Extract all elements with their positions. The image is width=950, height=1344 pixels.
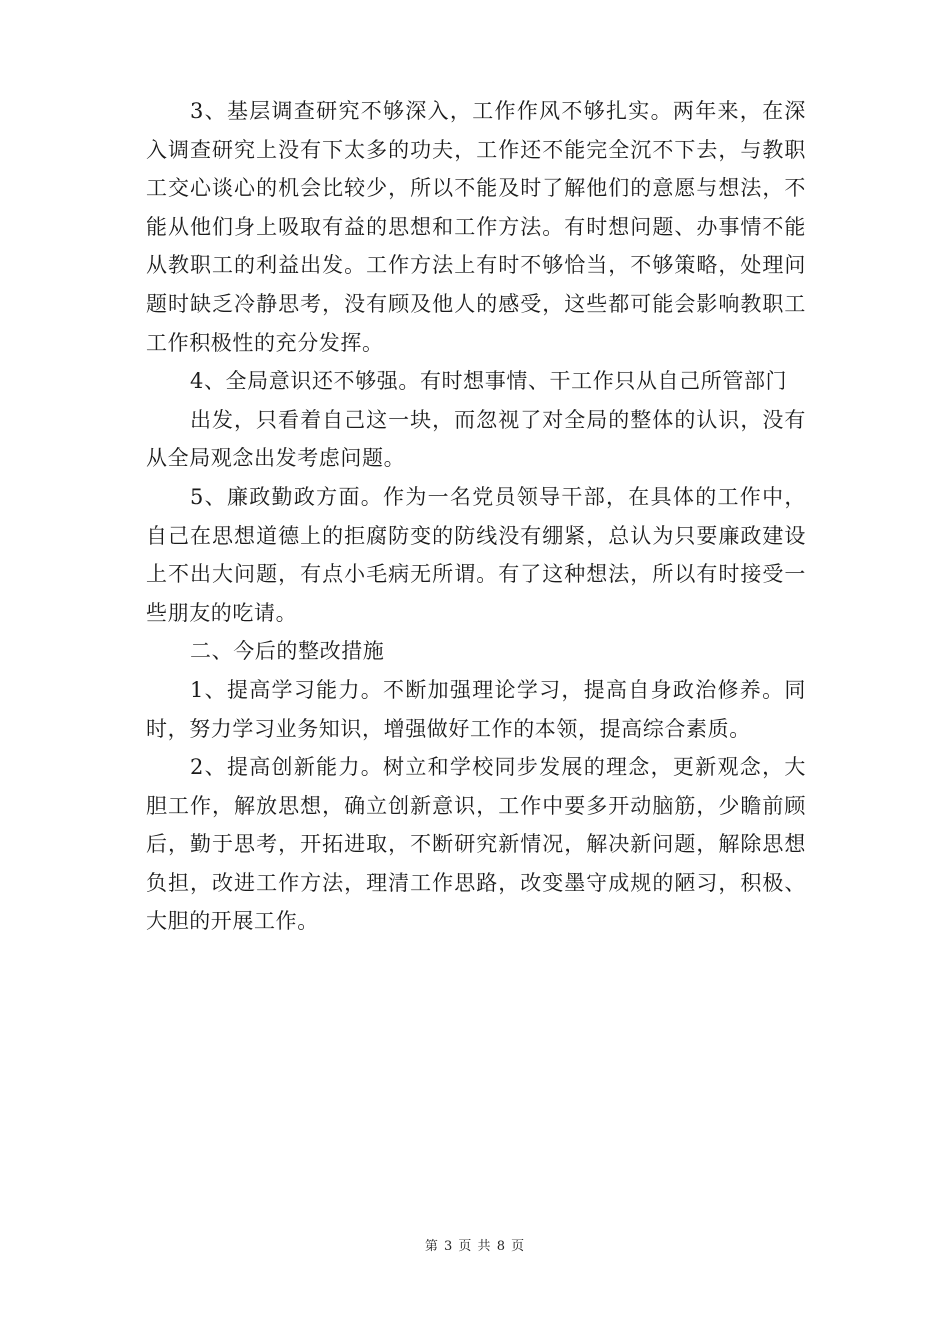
document-body bbox=[146, 92, 806, 941]
paragraph-problem-4: 4、全局意识还不够强。有时想事情、干工作只从自己所管部门 bbox=[190, 369, 788, 394]
section-heading-measures: 二、今后的整改措施 bbox=[190, 639, 385, 664]
paragraph-problem-5: 5、廉政勤政方面。作为一名党员领导干部，在具体的工作中，自己在思想道德上的拒腐防变的防线没有绷紧，总认为只要廉政建设上不出大问题，有点小毛病无所谓。有了这种想法，所以有时接受一些朋友的吃请。 bbox=[146, 484, 806, 625]
paragraph-problem-3: 3、基层调查研究不够深入，工作作风不够扎实。两年来，在深入调查研究上没有下太多的功夫，工作还不能完全沉不下去，与教职工交心谈心的机会比较少，所以不能及时了解他们的意愿与想法，不能从他们身上吸取有益的思想和工作方法。有时想问题、办事情不能从教职工的利益出发。工作方法上有时不够恰当，不够策略，处理问题时缺乏冷静思考，没有顾及他人的感受，这些都可能会影响教职工工作积极性的充分发挥。 bbox=[146, 99, 806, 355]
paragraph-problem-4-continued: 出发，只看着自己这一块，而忽视了对全局的整体的认识，没有从全局观念出发考虑问题。 bbox=[146, 407, 806, 471]
page-footer bbox=[0, 1235, 950, 1254]
page-number: 第 3 页 共 8 页 bbox=[424, 1239, 526, 1254]
paragraph-measure-2: 2、提高创新能力。树立和学校同步发展的理念，更新观念，大胆工作，解放思想，确立创新意识，工作中要多开动脑筋，少瞻前顾后，勤于思考，开拓进取，不断研究新情况，解决新问题，解除思想负担，改进工作方法，理清工作思路，改变墨守成规的陋习，积极、大胆的开展工作。 bbox=[146, 755, 806, 934]
paragraph-measure-1: 1、提高学习能力。不断加强理论学习，提高自身政治修养。同时，努力学习业务知识，增强做好工作的本领，提高综合素质。 bbox=[146, 677, 806, 741]
